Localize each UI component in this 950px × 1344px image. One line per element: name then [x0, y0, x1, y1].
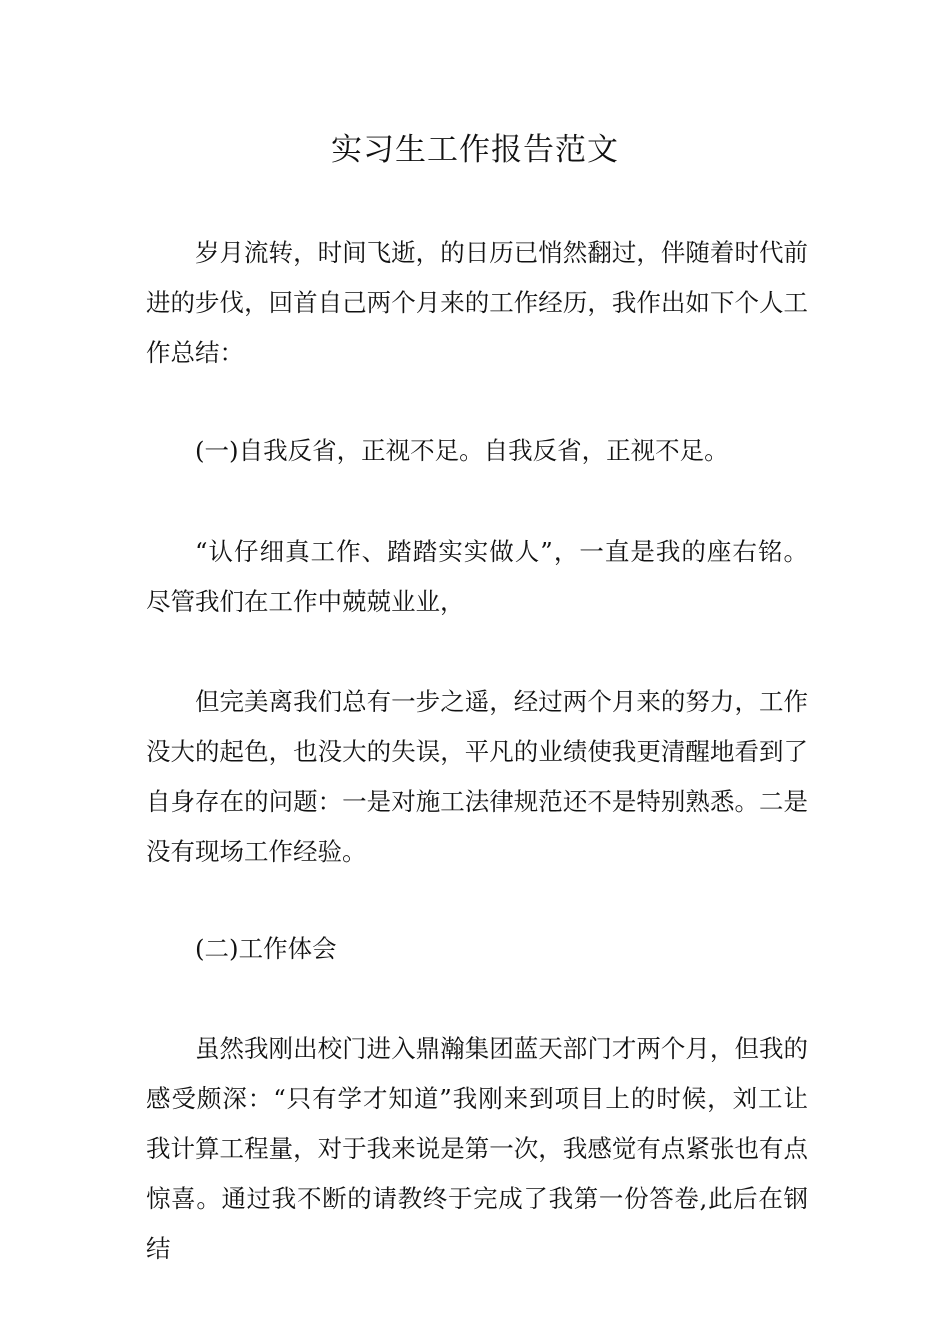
paragraph-shortcomings — [146, 677, 808, 877]
paragraph-intro — [146, 228, 808, 378]
paragraph-text: “认仔细真工作、踏踏实实做人”，一直是我的座右铭。尽管我们在工作中兢兢业业， — [146, 537, 808, 616]
paragraph-text: 虽然我刚出校门进入鼎瀚集团蓝天部门才两个月，但我的感受颇深：“只有学才知道”我刚来到项目上的时候，刘工让我计算工程量，对于我来说是第一次，我感觉有点紧张也有点惊喜。通过我不断的请教终于完成了我第一份答卷,此后在钢结 — [146, 1034, 808, 1263]
paragraph-text: 但完美离我们总有一步之遥，经过两个月来的努力，工作没大的起色，也没大的失误，平凡的业绩使我更清醒地看到了自身存在的问题：一是对施工法律规范还不是特别熟悉。二是没有现场工作经验。 — [146, 687, 808, 866]
document-title: 实习生工作报告范文 — [331, 132, 619, 168]
paragraph-text: 岁月流转，时间飞逝，的日历已悄然翻过，伴随着时代前进的步伐，回首自己两个月来的工作经历，我作出如下个人工作总结： — [146, 238, 808, 367]
paragraph-text: (一)自我反省，正视不足。自我反省，正视不足。 — [195, 436, 729, 465]
section-heading-self-reflection — [146, 426, 808, 476]
paragraph-motto — [146, 527, 808, 627]
paragraph-text: (二)工作体会 — [195, 934, 337, 963]
paragraph-experience — [146, 1024, 808, 1274]
section-heading-work-experience — [146, 924, 808, 974]
